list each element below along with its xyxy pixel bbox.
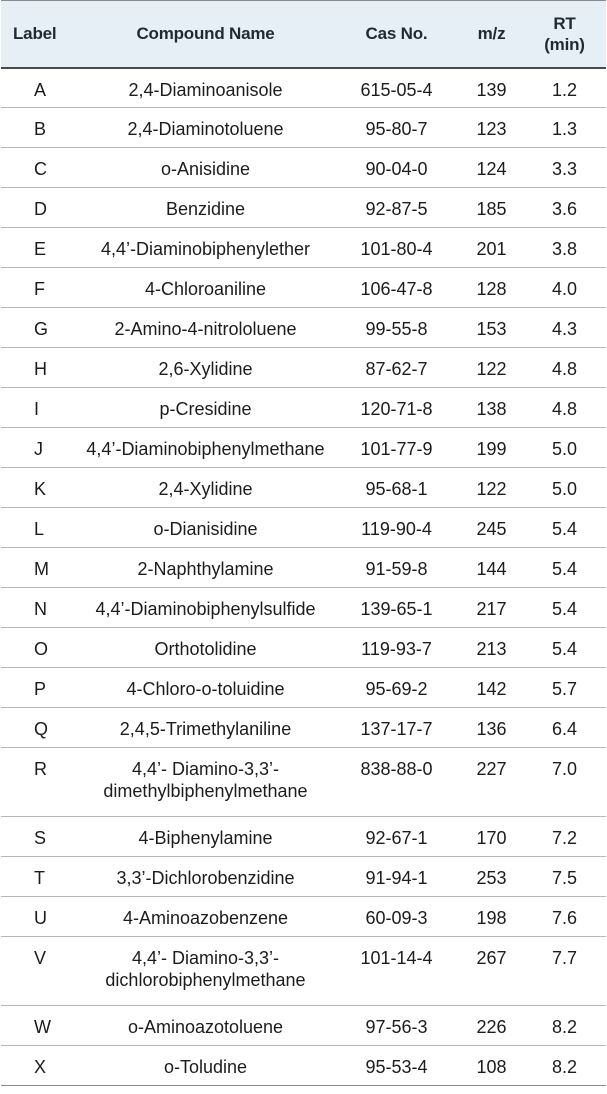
cell-label: M	[1, 548, 78, 588]
cell-rt: 5.4	[523, 508, 606, 548]
cell-rt: 7.2	[523, 817, 606, 857]
cell-compound-name: o-Dianisidine	[78, 508, 333, 548]
cell-cas-no: 97-56-3	[333, 1006, 460, 1046]
header-rt	[523, 1, 606, 68]
table-header	[1, 1, 606, 68]
cell-compound-name: Benzidine	[78, 188, 333, 228]
cell-mz: 253	[460, 857, 523, 897]
table-row	[1, 708, 606, 748]
cell-rt: 8.2	[523, 1006, 606, 1046]
cell-label: C	[1, 148, 78, 188]
table-row	[1, 1006, 606, 1046]
table-row	[1, 308, 606, 348]
cell-mz: 123	[460, 108, 523, 148]
cell-cas-no: 95-53-4	[333, 1046, 460, 1086]
compound-name-line1: 4,4’- Diamino-3,3’-	[131, 948, 280, 968]
cell-mz: 144	[460, 548, 523, 588]
cell-compound-name: o-Toludine	[78, 1046, 333, 1086]
table-row	[1, 628, 606, 668]
cell-label: N	[1, 588, 78, 628]
table-row	[1, 668, 606, 708]
compound-name-line2: dimethylbiphenylmethane	[103, 781, 308, 801]
cell-mz: 201	[460, 228, 523, 268]
cell-rt: 7.6	[523, 897, 606, 937]
cell-compound-name: 4,4’-Diaminobiphenylsulfide	[78, 588, 333, 628]
cell-cas-no: 92-87-5	[333, 188, 460, 228]
table-row	[1, 108, 606, 148]
cell-compound-name: 2-Naphthylamine	[78, 548, 333, 588]
cell-rt: 5.4	[523, 548, 606, 588]
compound-name-line1: 4,4’- Diamino-3,3’-	[131, 759, 280, 779]
cell-compound-name: 4,4’-Diaminobiphenylmethane	[78, 428, 333, 468]
cell-rt: 8.2	[523, 1046, 606, 1086]
cell-label: P	[1, 668, 78, 708]
table-row	[1, 468, 606, 508]
cell-rt: 5.0	[523, 468, 606, 508]
cell-compound-name: 2,4-Diaminoanisole	[78, 68, 333, 108]
cell-mz: 142	[460, 668, 523, 708]
cell-label: V	[1, 937, 78, 1006]
cell-rt: 7.5	[523, 857, 606, 897]
cell-mz: 122	[460, 468, 523, 508]
cell-cas-no: 101-14-4	[333, 937, 460, 1006]
table-row	[1, 508, 606, 548]
cell-cas-no: 119-93-7	[333, 628, 460, 668]
table-row	[1, 68, 606, 108]
cell-cas-no: 101-80-4	[333, 228, 460, 268]
cell-mz: 139	[460, 68, 523, 108]
cell-mz: 108	[460, 1046, 523, 1086]
table-row	[1, 388, 606, 428]
cell-label: K	[1, 468, 78, 508]
cell-compound-name	[78, 748, 333, 817]
cell-label: W	[1, 1006, 78, 1046]
cell-cas-no: 120-71-8	[333, 388, 460, 428]
cell-rt: 6.4	[523, 708, 606, 748]
cell-cas-no: 95-80-7	[333, 108, 460, 148]
cell-label: H	[1, 348, 78, 388]
cell-rt: 5.7	[523, 668, 606, 708]
cell-rt: 5.4	[523, 588, 606, 628]
cell-cas-no: 101-77-9	[333, 428, 460, 468]
cell-compound-name: 4-Chloroaniline	[78, 268, 333, 308]
cell-cas-no: 119-90-4	[333, 508, 460, 548]
cell-label: I	[1, 388, 78, 428]
cell-label: B	[1, 108, 78, 148]
cell-rt: 4.0	[523, 268, 606, 308]
cell-cas-no: 137-17-7	[333, 708, 460, 748]
compound-name-line2: dichlorobiphenylmethane	[105, 970, 306, 990]
cell-mz: 199	[460, 428, 523, 468]
table-row	[1, 748, 606, 817]
header-rt-line1: RT	[553, 13, 576, 33]
cell-rt: 5.0	[523, 428, 606, 468]
cell-label: E	[1, 228, 78, 268]
header-row	[1, 1, 606, 68]
cell-rt: 3.8	[523, 228, 606, 268]
cell-cas-no: 139-65-1	[333, 588, 460, 628]
cell-rt: 7.0	[523, 748, 606, 817]
header-mz: m/z	[460, 1, 523, 68]
header-compound-name: Compound Name	[78, 1, 333, 68]
cell-mz: 128	[460, 268, 523, 308]
table-row	[1, 897, 606, 937]
table-row	[1, 817, 606, 857]
cell-label: U	[1, 897, 78, 937]
cell-rt: 1.2	[523, 68, 606, 108]
cell-compound-name: o-Anisidine	[78, 148, 333, 188]
header-cas-no: Cas No.	[333, 1, 460, 68]
table-row	[1, 937, 606, 1006]
cell-compound-name: 2,6-Xylidine	[78, 348, 333, 388]
cell-label: R	[1, 748, 78, 817]
cell-compound-name: 2,4-Diaminotoluene	[78, 108, 333, 148]
cell-rt: 4.8	[523, 388, 606, 428]
cell-compound-name: 4-Aminoazobenzene	[78, 897, 333, 937]
cell-label: S	[1, 817, 78, 857]
cell-cas-no: 91-59-8	[333, 548, 460, 588]
table-row	[1, 548, 606, 588]
cell-cas-no: 95-69-2	[333, 668, 460, 708]
table-body	[1, 68, 606, 1086]
cell-label: L	[1, 508, 78, 548]
table-row	[1, 857, 606, 897]
cell-compound-name: o-Aminoazotoluene	[78, 1006, 333, 1046]
cell-cas-no: 91-94-1	[333, 857, 460, 897]
cell-mz: 138	[460, 388, 523, 428]
table-row	[1, 348, 606, 388]
cell-label: A	[1, 68, 78, 108]
header-rt-line2: (min)	[544, 34, 585, 54]
cell-mz: 267	[460, 937, 523, 1006]
table-row	[1, 148, 606, 188]
compound-table	[1, 0, 606, 1086]
cell-rt: 4.3	[523, 308, 606, 348]
cell-cas-no: 106-47-8	[333, 268, 460, 308]
cell-cas-no: 60-09-3	[333, 897, 460, 937]
cell-compound-name: p-Cresidine	[78, 388, 333, 428]
cell-mz: 124	[460, 148, 523, 188]
cell-rt: 5.4	[523, 628, 606, 668]
cell-mz: 198	[460, 897, 523, 937]
cell-rt: 3.3	[523, 148, 606, 188]
cell-rt: 4.8	[523, 348, 606, 388]
cell-mz: 245	[460, 508, 523, 548]
cell-label: G	[1, 308, 78, 348]
table-row	[1, 188, 606, 228]
cell-compound-name: 2,4-Xylidine	[78, 468, 333, 508]
cell-label: F	[1, 268, 78, 308]
table-row	[1, 1046, 606, 1086]
cell-label: O	[1, 628, 78, 668]
cell-compound-name: 3,3’-Dichlorobenzidine	[78, 857, 333, 897]
cell-cas-no: 99-55-8	[333, 308, 460, 348]
cell-label: X	[1, 1046, 78, 1086]
table-row	[1, 588, 606, 628]
cell-mz: 136	[460, 708, 523, 748]
cell-rt: 1.3	[523, 108, 606, 148]
cell-compound-name: Orthotolidine	[78, 628, 333, 668]
cell-rt: 3.6	[523, 188, 606, 228]
cell-mz: 122	[460, 348, 523, 388]
cell-label: D	[1, 188, 78, 228]
cell-mz: 226	[460, 1006, 523, 1046]
cell-mz: 217	[460, 588, 523, 628]
cell-compound-name: 4-Chloro-o-toluidine	[78, 668, 333, 708]
table-row	[1, 428, 606, 468]
cell-mz: 185	[460, 188, 523, 228]
cell-cas-no: 95-68-1	[333, 468, 460, 508]
cell-compound-name: 4-Biphenylamine	[78, 817, 333, 857]
cell-compound-name: 2,4,5-Trimethylaniline	[78, 708, 333, 748]
cell-cas-no: 90-04-0	[333, 148, 460, 188]
table-row	[1, 228, 606, 268]
cell-compound-name: 2-Amino-4-nitrololuene	[78, 308, 333, 348]
cell-label: Q	[1, 708, 78, 748]
header-label: Label	[1, 1, 78, 68]
cell-cas-no: 838-88-0	[333, 748, 460, 817]
cell-mz: 227	[460, 748, 523, 817]
cell-cas-no: 87-62-7	[333, 348, 460, 388]
cell-compound-name: 4,4’-Diaminobiphenylether	[78, 228, 333, 268]
cell-mz: 213	[460, 628, 523, 668]
cell-mz: 153	[460, 308, 523, 348]
cell-cas-no: 615-05-4	[333, 68, 460, 108]
cell-label: J	[1, 428, 78, 468]
table-row	[1, 268, 606, 308]
cell-rt: 7.7	[523, 937, 606, 1006]
cell-mz: 170	[460, 817, 523, 857]
cell-compound-name	[78, 937, 333, 1006]
cell-label: T	[1, 857, 78, 897]
cell-cas-no: 92-67-1	[333, 817, 460, 857]
